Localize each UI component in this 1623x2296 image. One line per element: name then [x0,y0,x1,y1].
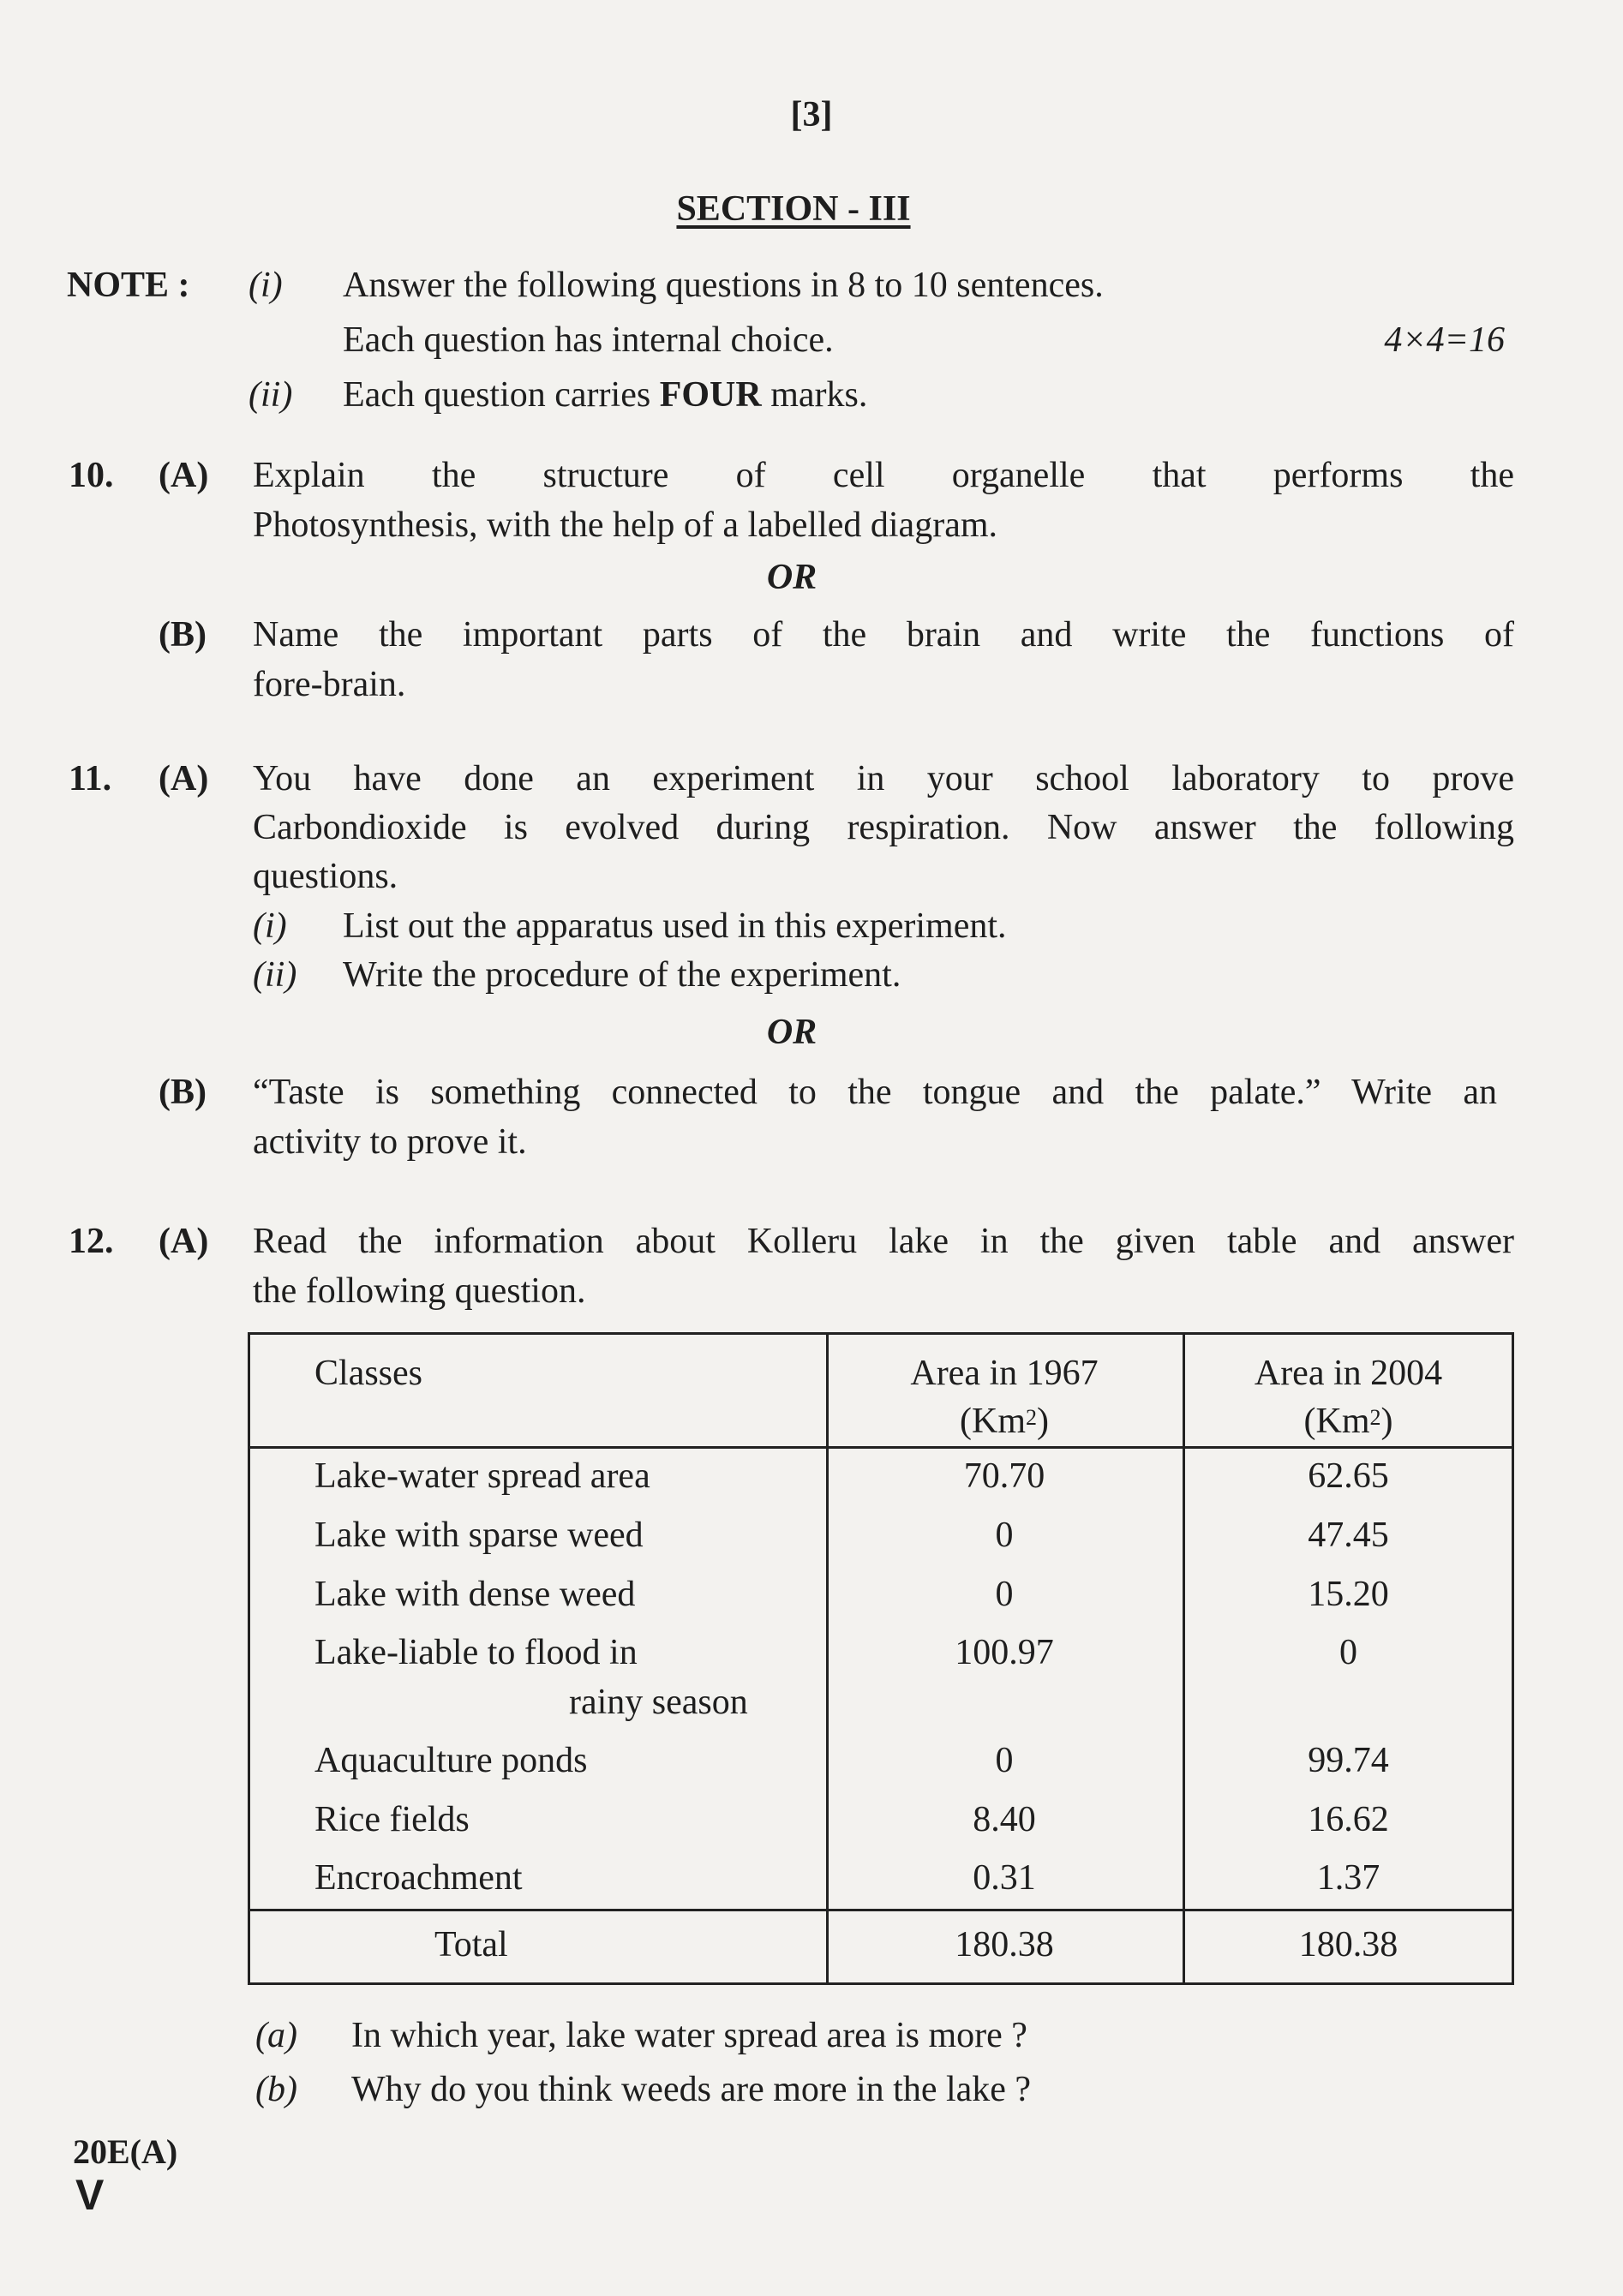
sub-item-text: In which year, lake water spread area is more ? [351,2016,1027,2055]
paper-code: 20E(A) [73,2132,178,2171]
option-label: (A) [159,759,209,798]
sub-item-num: (b) [255,2070,297,2109]
table-row-class: Lake with sparse weed [314,1516,644,1555]
table-row-2004: 1.37 [1316,1858,1380,1898]
table-row-2004: 99.74 [1308,1741,1389,1780]
table-header-divider [250,1446,1512,1449]
question-text: You have done an experiment in your school laboratory to prove [253,759,1514,798]
table-row-class: Lake-liable to flood in [314,1633,638,1672]
table-total-1967: 180.38 [955,1925,1054,1964]
question-text: “Taste is something connected to the tongue and the palate.” Write an [253,1073,1497,1112]
question-text: Read the information about Kolleru lake in the given table and answer [253,1222,1514,1261]
question-text: fore-brain. [253,665,406,704]
question-text: questions. [253,857,398,896]
page-number: [3] [790,95,833,135]
header-area-2004: Area in 2004 [1254,1354,1443,1393]
question-number: 12. [69,1222,114,1261]
sub-item-text: List out the apparatus used in this experiment. [343,906,1007,946]
table-row-class: Rice fields [314,1800,470,1839]
question-text: Name the important parts of the brain and write the functions of [253,615,1514,655]
paper-version: V [75,2171,105,2219]
note-item-num: (i) [249,266,283,305]
table-row-1967: 100.97 [955,1633,1054,1672]
sub-item-text: Why do you think weeds are more in the lake ? [351,2070,1032,2109]
table-row-2004: 15.20 [1308,1575,1389,1614]
question-text: Explain the structure of cell organelle that performs the [253,456,1514,495]
marks-allocation: 4×4=16 [1384,320,1505,360]
header-unit-2004: (Km$^2$) [1303,1402,1393,1441]
question-number: 11. [69,759,112,798]
table-row-1967: 0 [995,1575,1014,1614]
question-text: Carbondioxide is evolved during respiration. Now answer the following [253,808,1514,847]
note-item-text: Answer the following questions in 8 to 10 sentences. [343,266,1104,305]
option-label: (B) [159,615,207,655]
note-item-text: Each question has internal choice. [343,320,834,360]
header-area-1967: Area in 1967 [910,1354,1099,1393]
option-label: (A) [159,456,209,495]
note-item-num: (ii) [249,375,293,415]
question-text: the following question. [253,1271,586,1311]
section-title: SECTION - III [676,189,911,229]
table-row-class: Aquaculture ponds [314,1741,588,1780]
table-row-2004: 16.62 [1308,1800,1389,1839]
table-row-2004: 0 [1339,1633,1357,1672]
header-unit-1967: (Km$^2$) [960,1402,1049,1441]
table-total-label: Total [434,1925,508,1964]
table-row-1967: 0 [995,1741,1014,1780]
question-text: Photosynthesis, with the help of a labelled diagram. [253,505,997,545]
option-label: (B) [159,1073,207,1112]
table-row-2004: 47.45 [1308,1516,1389,1555]
or-divider: OR [766,558,817,597]
header-classes: Classes [314,1354,422,1393]
sub-item-text: Write the procedure of the experiment. [343,955,901,995]
table-row-class: Lake-water spread area [314,1456,650,1496]
sub-item-num: (a) [255,2016,297,2055]
table-total-2004: 180.38 [1298,1925,1398,1964]
sub-item-num: (ii) [253,955,297,995]
note-label: NOTE : [67,266,190,305]
table-row-1967: 0.31 [973,1858,1036,1898]
table-total-divider [250,1909,1512,1911]
table-row-class: Encroachment [314,1858,523,1898]
note-item-text: Each question carries FOUR marks. [343,375,868,415]
table-row-1967: 0 [995,1516,1014,1555]
table-row-1967: 70.70 [963,1456,1045,1496]
table-row-class: Lake with dense weed [314,1575,636,1614]
table-row-1967: 8.40 [973,1800,1036,1839]
question-text: activity to prove it. [253,1122,527,1162]
kolleru-lake-table [248,1332,1514,1985]
question-number: 10. [69,456,114,495]
option-label: (A) [159,1222,209,1261]
table-row-2004: 62.65 [1308,1456,1389,1496]
sub-item-num: (i) [253,906,287,946]
or-divider: OR [766,1013,817,1052]
table-row-class-cont: rainy season [569,1683,748,1722]
